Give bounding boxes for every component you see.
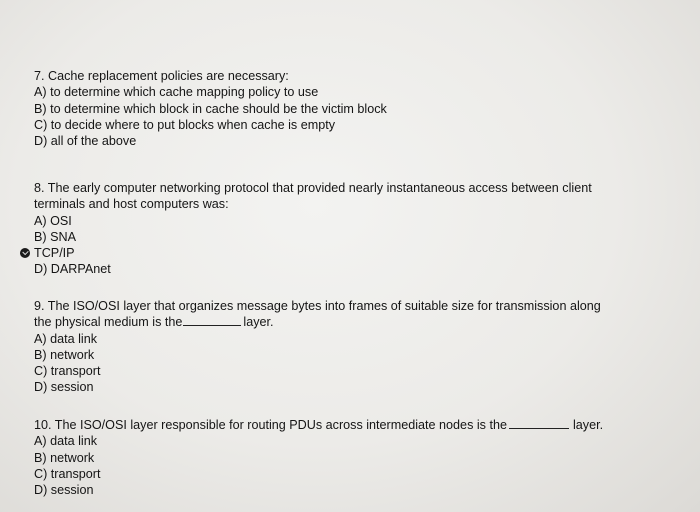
question-10-option-b[interactable]: B) network <box>34 450 95 465</box>
question-10 <box>34 417 654 498</box>
question-9 <box>34 298 654 396</box>
question-7-option-d[interactable]: D) all of the above <box>34 134 137 149</box>
question-9-text-after-blank: layer. <box>243 315 274 330</box>
question-9-text-line2 <box>34 314 654 330</box>
question-10-text <box>34 417 654 433</box>
question-7-text: 7. Cache replacement policies are necessary: <box>34 69 289 83</box>
question-9-option-a[interactable]: A) data link <box>34 331 97 346</box>
question-9-option-c[interactable]: C) transport <box>34 364 101 379</box>
question-10-text-before-blank: 10. The ISO/OSI layer responsible for routing PDUs across intermediate nodes is the <box>34 418 507 432</box>
question-8-option-a[interactable]: A) OSI <box>34 213 72 228</box>
question-9-text-line1: 9. The ISO/OSI layer that organizes message bytes into frames of suitable size for transmission along <box>34 299 601 313</box>
question-9-text-before-blank: the physical medium is the <box>34 315 183 330</box>
question-10-option-c[interactable]: C) transport <box>34 466 101 481</box>
answer-blank <box>509 418 569 429</box>
question-8-text-line1: 8. The early computer networking protocol that provided nearly instantaneous access between client <box>34 181 592 195</box>
question-10-option-a[interactable]: A) data link <box>34 434 97 449</box>
question-8-option-d[interactable]: D) DARPAnet <box>34 262 111 277</box>
selected-answer-icon <box>20 248 30 258</box>
answer-blank <box>183 315 241 326</box>
question-7-option-a[interactable]: A) to determine which cache mapping policy to use <box>34 85 319 100</box>
question-8-option-c[interactable] <box>20 245 654 261</box>
question-8-option-b[interactable]: B) SNA <box>34 229 76 244</box>
question-7-option-c[interactable]: C) to decide where to put blocks when cache is empty <box>34 117 336 132</box>
question-10-option-d[interactable]: D) session <box>34 483 94 498</box>
question-8 <box>34 180 654 278</box>
question-8-text-line2: terminals and host computers was: <box>34 197 229 212</box>
question-9-option-d[interactable]: D) session <box>34 380 94 395</box>
question-10-text-after-blank: layer. <box>572 418 604 432</box>
question-8-option-c-label: TCP/IP <box>34 246 75 261</box>
question-7 <box>34 68 654 149</box>
question-7-option-b[interactable]: B) to determine which block in cache should be the victim block <box>34 101 387 116</box>
question-9-option-b[interactable]: B) network <box>34 347 95 362</box>
